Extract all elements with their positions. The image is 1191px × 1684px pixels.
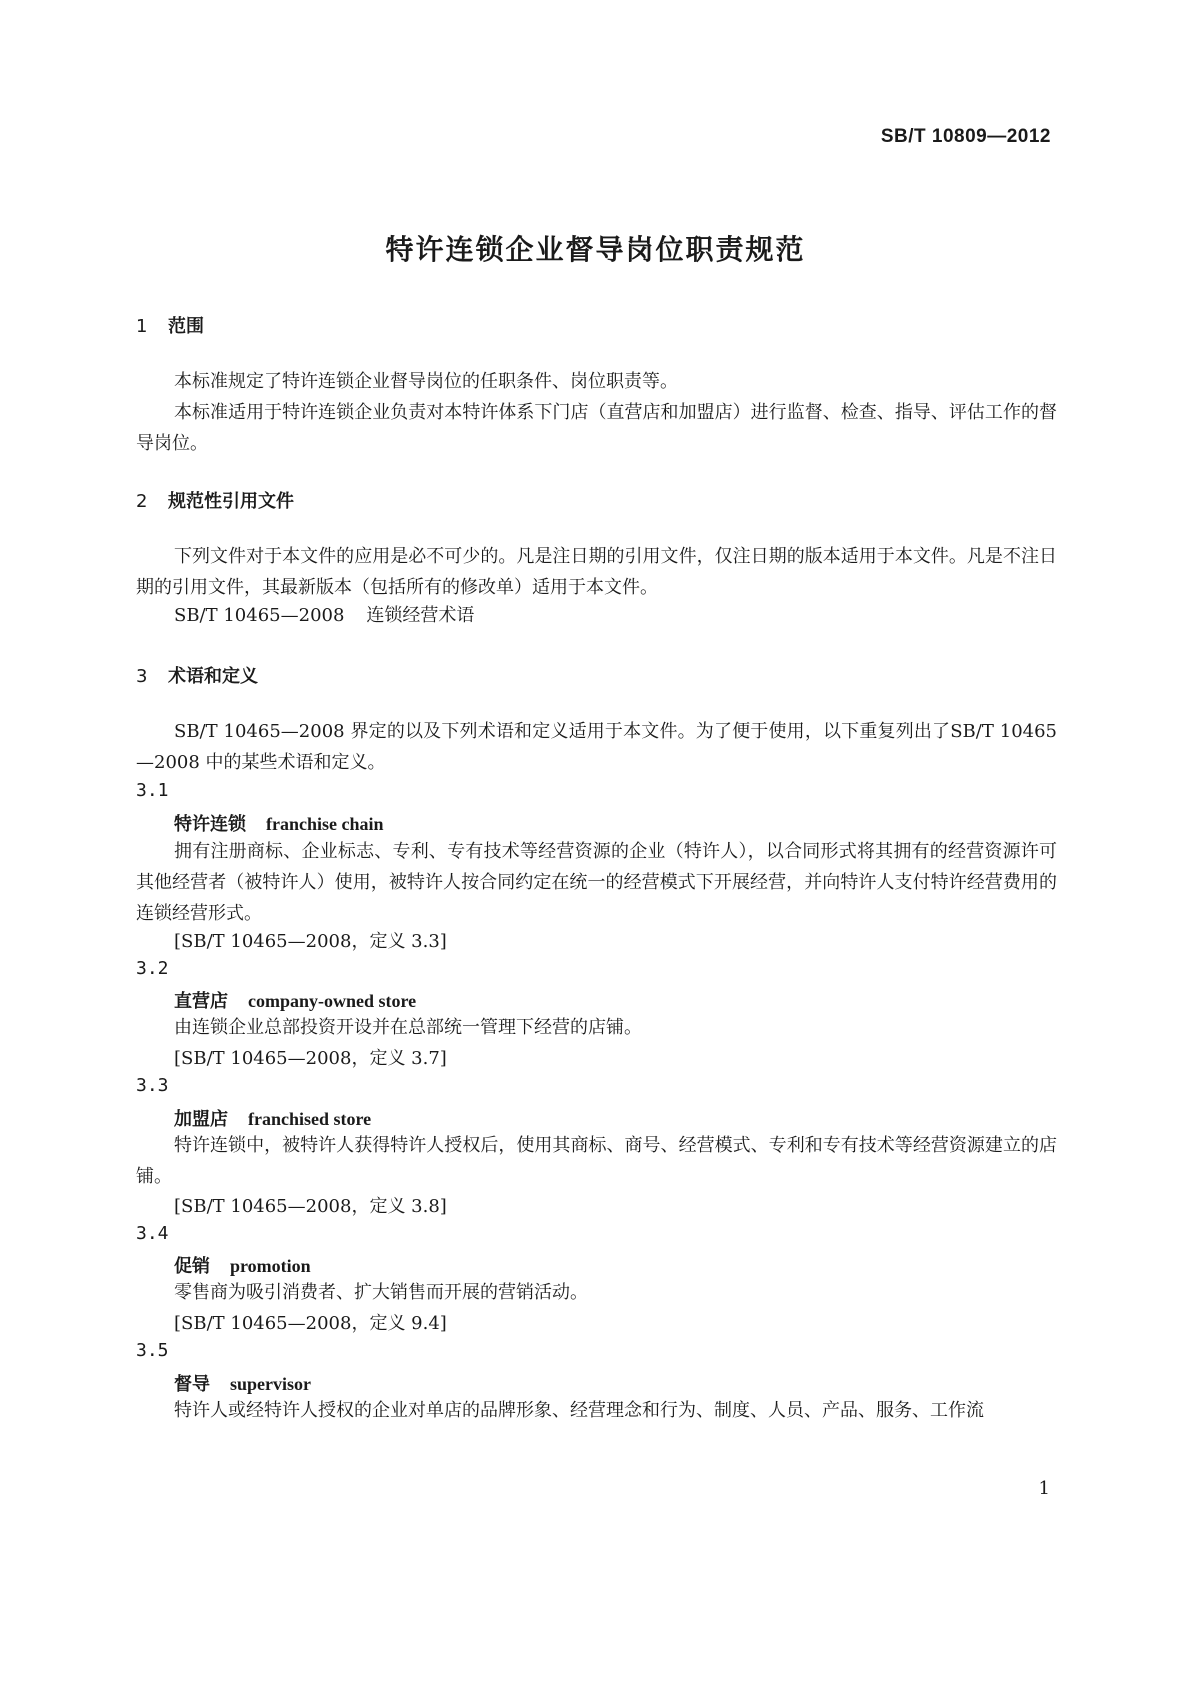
page-title: 特许连锁企业督导岗位职责规范 xyxy=(385,233,806,266)
term-source: [SB/T 10465—2008，定义 3.3] xyxy=(174,931,447,952)
standard-code: SB/T 10809—2012 xyxy=(880,126,1051,147)
section-number: 3 xyxy=(136,666,148,687)
paragraph: 下列文件对于本文件的应用是必不可少的。凡是注日期的引用文件，仅注日期的版本适用于本文件。凡是不注日期的引用文件，其最新版本（包括所有的修改单）适用于本文件。 xyxy=(136,546,1057,598)
paragraph: 本标准适用于特许连锁企业负责对本特许体系下门店（直营店和加盟店）进行监督、检查、指导、评估工作的督导岗位。 xyxy=(136,402,1057,454)
term-en: promotion xyxy=(230,1256,311,1276)
term-title xyxy=(174,1370,311,1396)
term-en: franchise chain xyxy=(266,814,384,834)
term-zh: 督导 xyxy=(174,1374,210,1395)
term-number: 3.1 xyxy=(136,780,169,801)
term-source: [SB/T 10465—2008，定义 9.4] xyxy=(174,1313,447,1334)
section-heading-3 xyxy=(136,662,258,688)
section-heading-1 xyxy=(136,312,204,338)
section-number: 2 xyxy=(136,491,148,512)
term-definition: 特许人或经特许人授权的企业对单店的品牌形象、经营理念和行为、制度、人员、产品、服务、工作流 xyxy=(174,1400,984,1421)
term-en: company-owned store xyxy=(248,991,417,1011)
term-definition: 拥有注册商标、企业标志、专利、专有技术等经营资源的企业（特许人），以合同形式将其拥有的经营资源许可其他经营者（被特许人）使用，被特许人按合同约定在统一的经营模式下开展经营，并向特许人支付特许经营费用的连锁经营形式。 xyxy=(136,841,1057,924)
term-title xyxy=(174,810,384,836)
term-number: 3.5 xyxy=(136,1340,169,1361)
section-title: 范围 xyxy=(168,316,204,337)
section-title: 规范性引用文件 xyxy=(168,491,294,512)
term-zh: 促销 xyxy=(174,1256,210,1277)
term-title xyxy=(174,1252,311,1278)
reference-name: 连锁经营术语 xyxy=(366,605,475,626)
term-zh: 直营店 xyxy=(174,991,228,1012)
term-zh: 加盟店 xyxy=(174,1109,228,1130)
paragraph: SB/T 10465—2008 界定的以及下列术语和定义适用于本文件。为了便于使用，以下重复列出了SB/T 10465—2008 中的某些术语和定义。 xyxy=(136,721,1057,773)
reference-entry xyxy=(174,600,474,631)
term-title xyxy=(174,1105,371,1131)
term-number: 3.2 xyxy=(136,958,169,979)
term-title xyxy=(174,987,416,1013)
term-en: franchised store xyxy=(248,1109,372,1129)
term-source: [SB/T 10465—2008，定义 3.7] xyxy=(174,1048,447,1069)
section-title: 术语和定义 xyxy=(168,666,258,687)
paragraph: 本标准规定了特许连锁企业督导岗位的任职条件、岗位职责等。 xyxy=(174,371,678,392)
term-zh: 特许连锁 xyxy=(174,814,246,835)
term-definition: 特许连锁中，被特许人获得特许人授权后，使用其商标、商号、经营模式、专利和专有技术等经营资源建立的店铺。 xyxy=(136,1135,1057,1187)
term-number: 3.3 xyxy=(136,1075,169,1096)
term-en: supervisor xyxy=(230,1374,311,1394)
term-source: [SB/T 10465—2008，定义 3.8] xyxy=(174,1196,447,1217)
section-heading-2 xyxy=(136,487,294,513)
page-number: 1 xyxy=(1038,1478,1050,1499)
section-number: 1 xyxy=(136,316,148,337)
term-definition: 零售商为吸引消费者、扩大销售而开展的营销活动。 xyxy=(174,1282,588,1303)
reference-code: SB/T 10465—2008 xyxy=(174,605,345,626)
term-definition: 由连锁企业总部投资开设并在总部统一管理下经营的店铺。 xyxy=(174,1017,642,1038)
term-number: 3.4 xyxy=(136,1223,169,1244)
